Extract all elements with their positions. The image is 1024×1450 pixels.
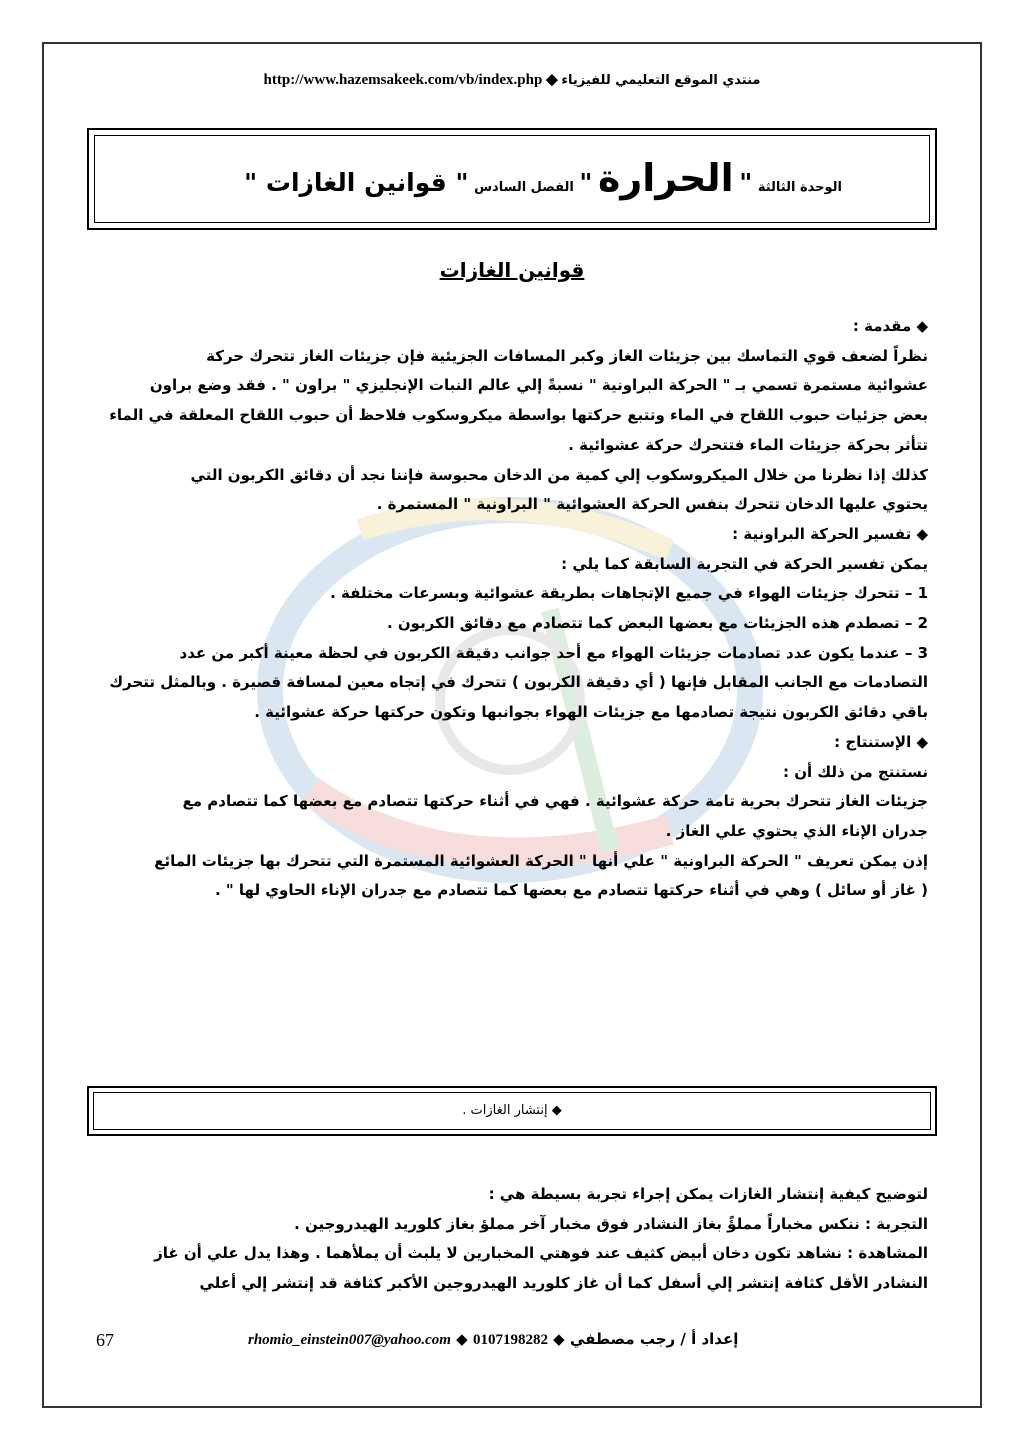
paragraph-line: كذلك إذا نظرنا من خلال الميكروسكوب إلي كمية من الدخان محبوسة فإننا نجد أن دقائق الكربون التي [190,465,928,484]
list-item: 3 – عندما يكون عدد تصادمات جزيئات الهواء مع أحد جوانب دقيقة الكربون في لحظة معينة أكبر من عدد [179,643,928,662]
title-quote-open: " [739,168,753,197]
section-heading: قوانين الغازات [439,258,585,282]
paragraph-line: باقي دقائق الكربون نتيجة تصادمها مع جزيئات الهواء بجوانبها وتكون حركتها حركة عشوائية . [254,703,928,722]
paragraph-line: التصادمات مع الجانب المقابل فإنها ( أي دقيقة الكربون ) تتحرك في إتجاه معين لمسافة قصيرة . وبالمثل تتحرك [109,673,928,692]
title-main: الحرارة [597,156,734,200]
diffusion-paragraphs [98,1180,928,1299]
paragraph-line: نظراً لضعف قوي التماسك بين جزيئات الغاز وكبر المسافات الجزيئية فإن جزيئات الغاز تتحرك حركة [206,346,928,365]
paragraph-line: بعض جزئيات حبوب اللقاح في الماء وتتبع حركتها بواسطة ميكروسكوب فلاحظ أن حبوب اللقاح المعلقة في الماء [109,406,928,425]
paragraph-line: تتأثر بحركة جزيئات الماء فتتحرك حركة عشوائية . [568,435,928,454]
title-chapter: الفصل السادس [474,180,574,195]
paragraph-line: نستنتج من ذلك أن : [783,762,928,781]
diffusion-section-box [87,1086,937,1136]
paragraph-line: المشاهدة : نشاهد تكون دخان أبيض كثيف عند فوهتي المخبارين لا يلبث أن يملأهما . وهذا يدل علي أن غاز [154,1244,928,1263]
title-line [244,156,842,200]
footer-separator: ◆ [456,1330,468,1348]
definition-line: إذن يمكن تعريف " الحركة البراونية " علي أنها " الحركة العشوائية المستمرة التي تتحرك بها جزيئات المائع [154,851,928,870]
footer-separator: ◆ [553,1330,565,1348]
page-number: 67 [96,1330,114,1350]
header [0,70,1024,89]
list-item: 1 – تتحرك جزيئات الهواء في جميع الإتجاهات بطريقة عشوائية وبسرعات مختلفة . [330,584,928,603]
paragraph-line: يحتوي عليها الدخان تتحرك بنفس الحركة العشوائية " البراونية " المستمرة . [376,495,928,514]
list-item: 2 – تصطدم هذه الجزيئات مع بعضها البعض كما تتصادم مع دقائق الكربون . [386,614,928,633]
paragraph-line: جدران الإناء الذي يحتوي علي الغاز . [665,821,928,840]
header-forum-name: منتدي الموقع التعليمي للفيزياء [561,73,761,88]
paragraph-line: يمكن تفسير الحركة في التجربة السابقة كما يلي : [561,554,928,573]
paragraph-line: جزيئات الغاز تتحرك بحرية تامة حركة عشوائية . فهي في أثناء حركتها تتصادم مع بعضها كما تتصادم مع [182,792,928,811]
title-topic: " قوانين الغازات " [244,168,469,197]
author-phone: 0107198282 [472,1332,548,1348]
footer-credits [248,1330,738,1349]
paragraph-line: التجربة : ننكس مخباراً مملؤً بغاز النشادر فوق مخبار آخر مملؤ بغاز كلوريد الهيدروجين . [294,1214,928,1233]
header-url[interactable]: http://www.hazemsakeek.com/vb/index.php [263,72,543,88]
explanation-heading: ◆ تفسير الحركة البراونية : [732,524,928,543]
paragraph-line: لتوضيح كيفية إنتشار الغازات يمكن إجراء تجربة بسيطة هي : [488,1185,928,1203]
title-unit: الوحدة الثالثة [757,180,842,195]
paragraph-line: عشوائية مستمرة تسمي بـ " الحركة البراونية " نسبةً إلي عالم النبات الإنجليزي " براون " . فقد وضع براون [149,376,928,395]
title-quote-close: " [579,168,593,197]
header-separator: ◆ [546,72,558,88]
definition-line: ( غاز أو سائل ) وهي في أثناء حركتها تتصادم مع بعضها كما تتصادم مع جدران الإناء الحاوي لها " . [214,881,928,900]
paragraph-line: النشادر الأقل كثافة إنتشر إلي أسفل كما أن غاز كلوريد الهيدروجين الأكبر كثافة قد إنتشر إلي أعلي [199,1274,928,1293]
author-email[interactable]: rhomio_einstein007@yahoo.com [248,1332,451,1348]
footer [0,1330,1024,1360]
conclusion-heading: ◆ الإستنتاج : [834,732,928,751]
intro-heading: ◆ مقدمة : [852,317,928,335]
author-name: إعداد أ / رجب مصطفي [569,1330,739,1348]
body-paragraphs [98,312,928,906]
diffusion-section-title: ◆ إنتشار الغازات . [93,1092,931,1130]
